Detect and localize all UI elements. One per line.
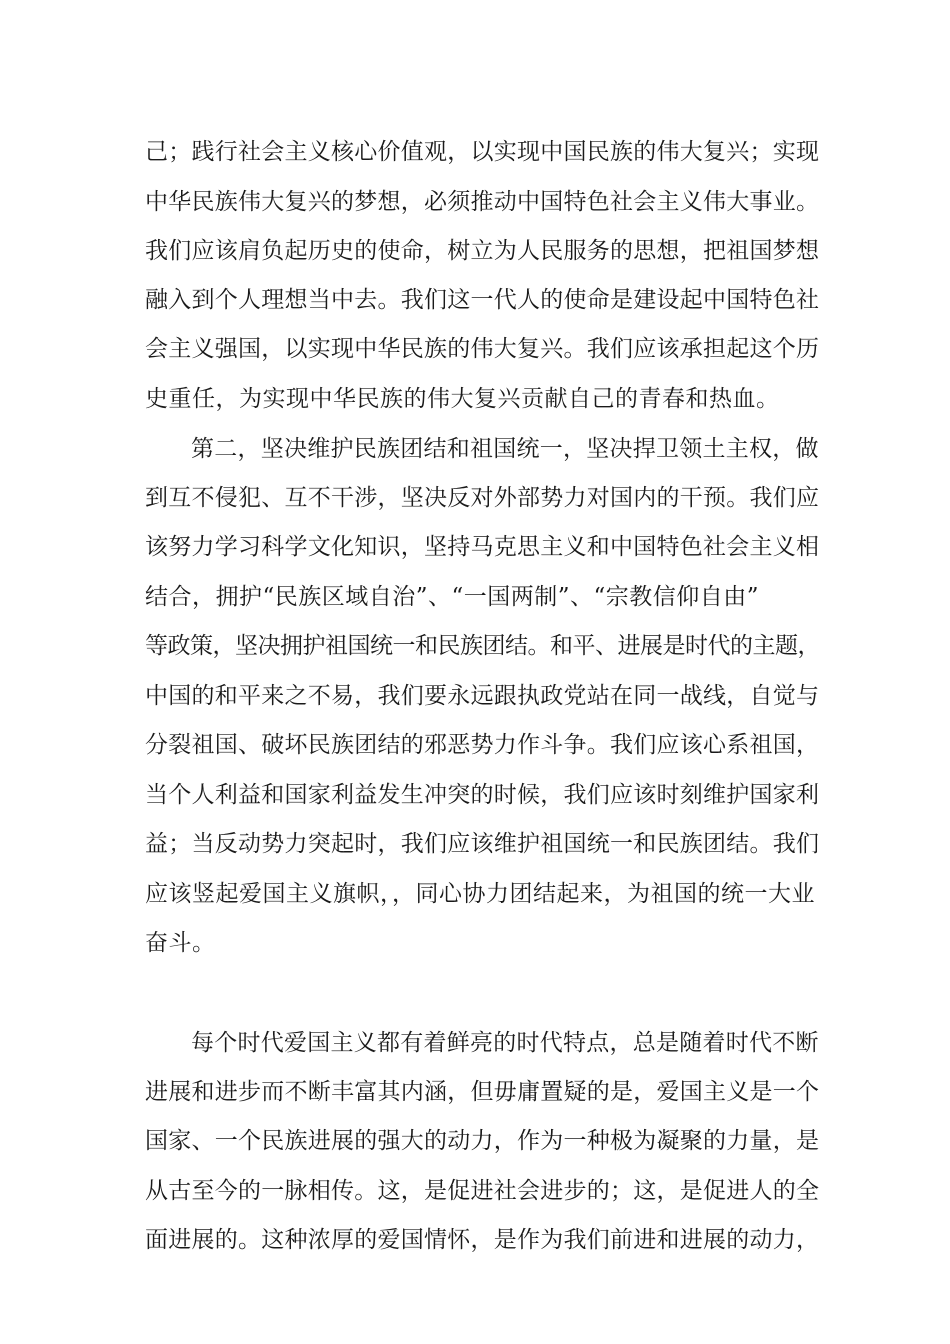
paragraph-2-line-9: 益；当反动势力突起时，我们应该维护祖国统一和民族团结。我们 bbox=[145, 831, 820, 857]
paragraph-2-line-5: 等政策，坚决拥护祖国统一和民族团结。和平、进展是时代的主题， bbox=[145, 633, 820, 659]
paragraph-2-line-2: 到互不侵犯、互不干涉，坚决反对外部势力对国内的干预。我们应 bbox=[145, 485, 820, 511]
paragraph-2-line-7: 分裂祖国、破坏民族团结的邪恶势力作斗争。我们应该心系祖国， bbox=[145, 732, 820, 758]
paragraph-2-line-10: 应该竖起爱国主义旗帜，，同心协力团结起来，为祖国的统一大业 bbox=[145, 881, 815, 907]
paragraph-2-line-3: 该努力学习科学文化知识，坚持马克思主义和中国特色社会主义相 bbox=[145, 534, 820, 560]
paragraph-3-line-3: 国家、一个民族进展的强大的动力，作为一种极为凝聚的力量，是 bbox=[145, 1128, 820, 1154]
paragraph-2-line-6: 中国的和平来之不易，我们要永远跟执政党站在同一战线，自觉与 bbox=[145, 683, 820, 709]
paragraph-1-line-2: 中华民族伟大复兴的梦想，必须推动中国特色社会主义伟大事业。 bbox=[145, 189, 820, 215]
paragraph-3-line-5: 面进展的。这种浓厚的爱国情怀，是作为我们前进和进展的动力， bbox=[145, 1227, 820, 1253]
paragraph-3-line-2: 进展和进步而不断丰富其内涵，但毋庸置疑的是，爱国主义是一个 bbox=[145, 1079, 820, 1105]
paragraph-1-line-6: 史重任，为实现中华民族的伟大复兴贡献自己的青春和热血。 bbox=[145, 386, 780, 412]
paragraph-3-line-4: 从古至今的一脉相传。这，是促进社会进步的；这，是促进人的全 bbox=[145, 1178, 820, 1204]
paragraph-1-line-1: 己；践行社会主义核心价值观，以实现中国民族的伟大复兴；实现 bbox=[145, 139, 820, 165]
paragraph-1-line-4: 融入到个人理想当中去。我们这一代人的使命是建设起中国特色社 bbox=[145, 287, 820, 313]
paragraph-2-line-4: 结合，拥护“民族区域自治”、“一国两制”、“宗教信仰自由” bbox=[145, 584, 760, 610]
paragraph-2-line-8: 当个人利益和国家利益发生冲突的时候，我们应该时刻维护国家利 bbox=[145, 782, 820, 808]
paragraph-1-line-3: 我们应该肩负起历史的使命，树立为人民服务的思想，把祖国梦想 bbox=[145, 238, 820, 264]
paragraph-1-line-5: 会主义强国，以实现中华民族的伟大复兴。我们应该承担起这个历 bbox=[145, 336, 820, 362]
paragraph-2-line-11: 奋斗。 bbox=[145, 930, 216, 956]
paragraph-3-line-1: 每个时代爱国主义都有着鲜亮的时代特点，总是随着时代不断 bbox=[191, 1030, 819, 1056]
paragraph-2-line-1: 第二，坚决维护民族团结和祖国统一，坚决捍卫领土主权，做 bbox=[191, 436, 819, 462]
